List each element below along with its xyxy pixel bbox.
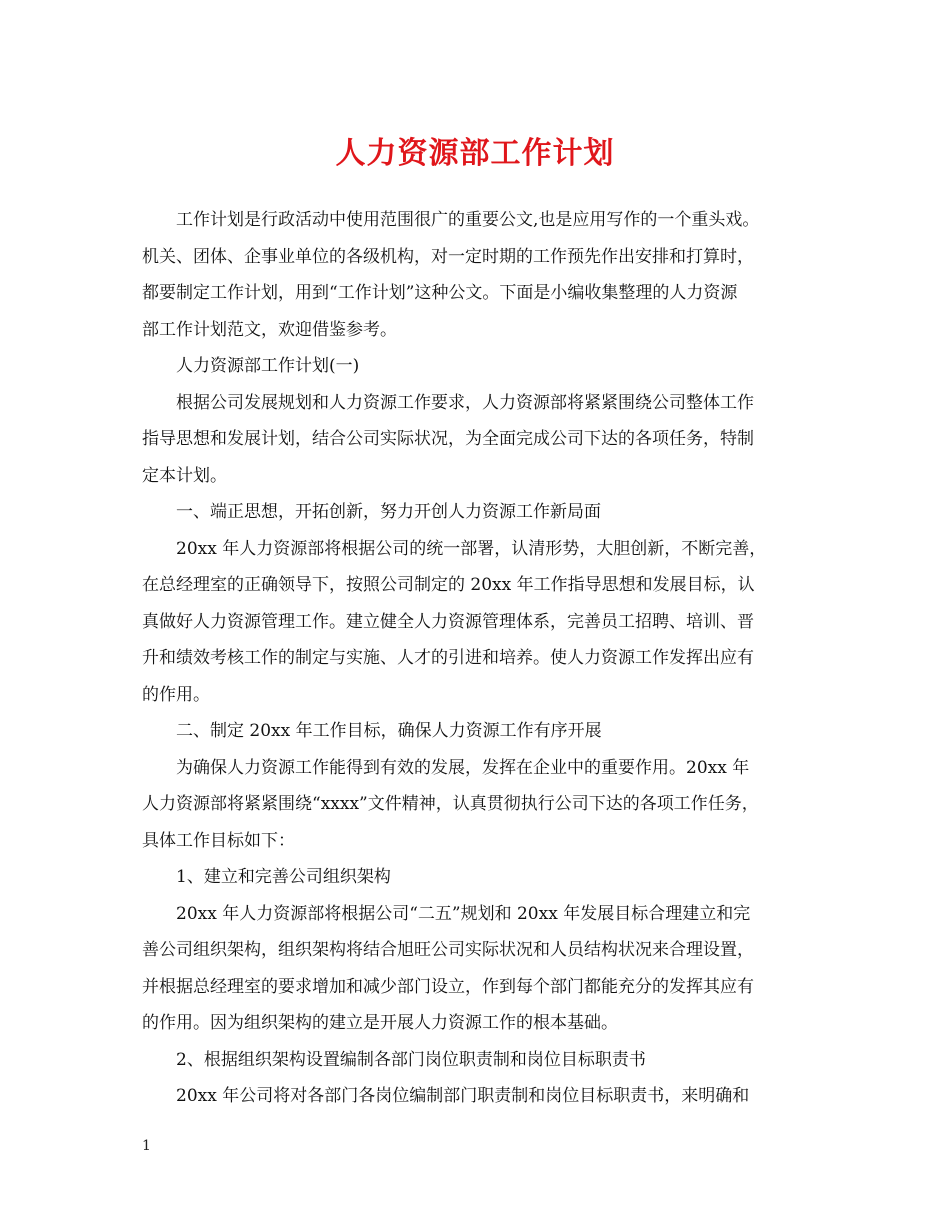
text-line: 为确保人力资源工作能得到有效的发展，发挥在企业中的重要作用。20xx 年 xyxy=(176,757,750,778)
text-line: 的作用。 xyxy=(142,684,210,705)
text-line: 真做好人力资源管理工作。建立健全人力资源管理体系，完善员工招聘、培训、晋 xyxy=(142,611,754,632)
text-line: 人力资源部工作计划(一) xyxy=(176,356,360,376)
text-line: 20xx 年人力资源部将根据公司的统一部署，认清形势，大胆创新，不断完善， xyxy=(176,538,767,559)
text-line: 根据公司发展规划和人力资源工作要求，人力资源部将紧紧围绕公司整体工作 xyxy=(176,392,754,413)
document-body xyxy=(142,202,832,1115)
page-number: 1 xyxy=(142,1138,151,1154)
text-line: 一、端正思想，开拓创新，努力开创人力资源工作新局面 xyxy=(176,502,601,522)
text-line: 20xx 年人力资源部将根据公司“二五”规划和 20xx 年发展目标合理建立和完 xyxy=(176,903,751,924)
text-line: 具体工作目标如下： xyxy=(142,830,295,851)
text-line: 二、制定 20xx 年工作目标，确保人力资源工作有序开展 xyxy=(176,721,602,741)
text-line: 善公司组织架构，组织架构将结合旭旺公司实际状况和人员结构状况来合理设置， xyxy=(142,940,754,960)
text-line: 都要制定工作计划，用到“工作计划”这种公文。下面是小编收集整理的人力资源 xyxy=(142,283,738,303)
text-line: 并根据总经理室的要求增加和减少部门设立，作到每个部门都能充分的发挥其应有 xyxy=(142,976,754,997)
text-line: 机关、团体、企事业单位的各级机构，对一定时期的工作预先作出安排和打算时， xyxy=(142,246,754,267)
text-line: 在总经理室的正确领导下，按照公司制定的 20xx 年工作指导思想和发展目标，认 xyxy=(142,575,755,595)
text-line: 20xx 年公司将对各部门各岗位编制部门职责制和岗位目标职责书，来明确和 xyxy=(176,1086,750,1106)
text-line: 1、建立和完善公司组织架构 xyxy=(176,867,391,887)
page-title: 人力资源部工作计划 xyxy=(335,136,615,171)
text-line: 指导思想和发展计划，结合公司实际状况，为全面完成公司下达的各项任务，特制 xyxy=(142,429,754,449)
text-line: 定本计划。 xyxy=(142,465,227,486)
text-line: 2、根据组织架构设置编制各部门岗位职责制和岗位目标职责书 xyxy=(176,1049,646,1070)
text-line: 部工作计划范文，欢迎借鉴参考。 xyxy=(142,319,397,340)
text-line: 升和绩效考核工作的制定与实施、人才的引进和培养。使人力资源工作发挥出应有 xyxy=(142,648,754,668)
text-line: 的作用。因为组织架构的建立是开展人力资源工作的根本基础。 xyxy=(142,1013,618,1033)
text-line: 工作计划是行政活动中使用范围很广的重要公文,也是应用写作的一个重头戏。 xyxy=(176,210,760,230)
text-line: 人力资源部将紧紧围绕“xxxx”文件精神，认真贯彻执行公司下达的各项工作任务， xyxy=(142,794,759,814)
